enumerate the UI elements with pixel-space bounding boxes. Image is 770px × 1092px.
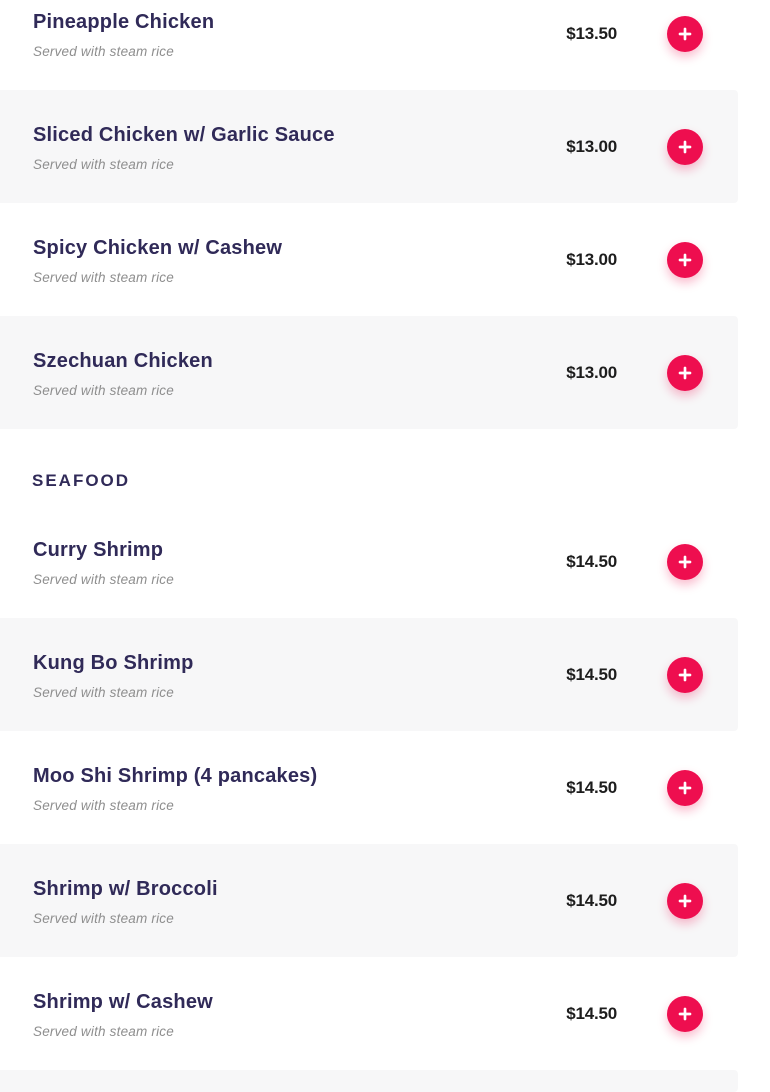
item-info bbox=[33, 761, 557, 815]
item-name: Szechuan Chicken bbox=[33, 349, 213, 372]
item-description: Served with steam rice bbox=[33, 684, 174, 700]
item-info bbox=[33, 233, 557, 287]
add-item-button[interactable] bbox=[667, 544, 703, 580]
plus-icon bbox=[677, 667, 693, 683]
plus-icon bbox=[677, 780, 693, 796]
menu-item-row bbox=[0, 90, 738, 203]
item-info bbox=[33, 7, 557, 61]
item-name: Moo Shi Shrimp (4 pancakes) bbox=[33, 764, 318, 787]
add-item-button[interactable] bbox=[667, 355, 703, 391]
item-price: $13.00 bbox=[566, 136, 617, 156]
item-description: Served with steam rice bbox=[33, 156, 174, 172]
section-header bbox=[0, 429, 738, 505]
item-name: Shrimp w/ Broccoli bbox=[33, 877, 218, 900]
plus-icon bbox=[677, 252, 693, 268]
plus-icon bbox=[677, 365, 693, 381]
menu-item-row bbox=[0, 203, 738, 316]
item-name: Spicy Chicken w/ Cashew bbox=[33, 236, 283, 259]
menu-item-row bbox=[0, 957, 738, 1070]
clipped-next-row bbox=[0, 1070, 738, 1092]
item-name: Curry Shrimp bbox=[33, 538, 164, 561]
item-price: $13.50 bbox=[566, 23, 617, 43]
item-name: Shrimp w/ Cashew bbox=[33, 990, 213, 1013]
item-description: Served with steam rice bbox=[33, 269, 174, 285]
item-price: $14.50 bbox=[566, 777, 617, 797]
menu-item-row bbox=[0, 316, 738, 429]
section-header-label: SEAFOOD bbox=[32, 471, 131, 490]
item-name: Pineapple Chicken bbox=[33, 10, 215, 33]
menu-item-row bbox=[0, 505, 738, 618]
add-item-button[interactable] bbox=[667, 129, 703, 165]
add-item-button[interactable] bbox=[667, 996, 703, 1032]
item-price: $13.00 bbox=[566, 249, 617, 269]
item-description: Served with steam rice bbox=[33, 43, 174, 59]
item-price: $14.50 bbox=[566, 890, 617, 910]
plus-icon bbox=[677, 26, 693, 42]
menu-item-row bbox=[0, 618, 738, 731]
item-info bbox=[33, 120, 557, 174]
menu-item-row bbox=[0, 844, 738, 957]
item-price: $14.50 bbox=[566, 664, 617, 684]
item-name: Sliced Chicken w/ Garlic Sauce bbox=[33, 123, 335, 146]
item-price: $14.50 bbox=[566, 551, 617, 571]
add-item-button[interactable] bbox=[667, 770, 703, 806]
plus-icon bbox=[677, 554, 693, 570]
add-item-button[interactable] bbox=[667, 657, 703, 693]
item-info bbox=[33, 346, 557, 400]
plus-icon bbox=[677, 1006, 693, 1022]
item-description: Served with steam rice bbox=[33, 797, 174, 813]
item-description: Served with steam rice bbox=[33, 382, 174, 398]
item-info bbox=[33, 535, 557, 589]
add-item-button[interactable] bbox=[667, 16, 703, 52]
add-item-button[interactable] bbox=[667, 883, 703, 919]
add-item-button[interactable] bbox=[667, 242, 703, 278]
item-description: Served with steam rice bbox=[33, 910, 174, 926]
item-info bbox=[33, 648, 557, 702]
plus-icon bbox=[677, 139, 693, 155]
item-price: $13.00 bbox=[566, 362, 617, 382]
item-description: Served with steam rice bbox=[33, 571, 174, 587]
item-price: $14.50 bbox=[566, 1003, 617, 1023]
item-info bbox=[33, 987, 557, 1041]
menu-item-row bbox=[0, 0, 738, 90]
item-name: Kung Bo Shrimp bbox=[33, 651, 194, 674]
menu-item-row bbox=[0, 731, 738, 844]
item-description: Served with steam rice bbox=[33, 1023, 174, 1039]
item-info bbox=[33, 874, 557, 928]
plus-icon bbox=[677, 893, 693, 909]
